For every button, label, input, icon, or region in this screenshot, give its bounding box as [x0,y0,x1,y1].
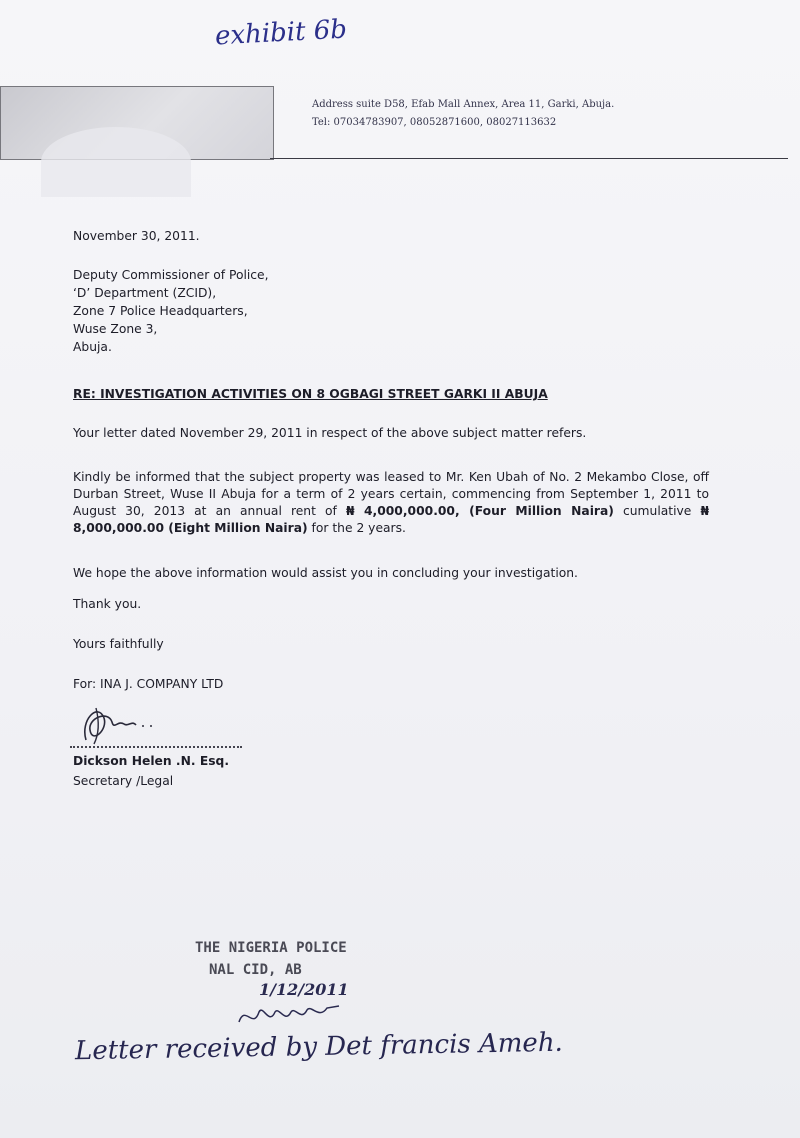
paragraph-reference: Your letter dated November 29, 2011 in respect of the above subject matter refers. [73,426,587,440]
lease-text-cumulative: cumulative [613,504,701,518]
logo-emblem [41,127,191,197]
paragraph-closing: We hope the above information would assist you in concluding your investigation. [73,566,578,580]
handwritten-receipt-note: Letter received by Det francis Ameh. [74,1027,564,1067]
thank-you: Thank you. [73,597,142,611]
annual-rent: ₦ 4,000,000.00, (Four Million Naira) [345,504,614,518]
yours-faithfully: Yours faithfully [73,637,164,651]
signatory-title: Secretary /Legal [73,774,174,788]
recipient-address [73,266,709,356]
lease-text-end: for the 2 years. [307,521,406,535]
recipient-line: ‘D’ Department (ZCID), [73,286,217,300]
letter-date: November 30, 2011. [73,229,200,243]
lease-text: Kindly be informed that the subject property was leased to Mr. Ken Ubah of No. 2 Mekambo Close, off Durban Street, Wuse II Abuja for a term of 2 years certain, commencing from September 1, 2011 to August 30, 2013 at an annual rent of [73,470,709,518]
stamp-date: 1/12/2011 [259,980,349,999]
recipient-line: Zone 7 Police Headquarters, [73,304,248,318]
subject-line: RE: INVESTIGATION ACTIVITIES ON 8 OGBAGI STREET GARKI II ABUJA [73,387,548,401]
police-stamp [195,930,405,1030]
letterhead [312,96,614,132]
stamp-line-2: NAL CID, AB [209,962,302,978]
signatory-name: Dickson Helen .N. Esq. [73,754,230,768]
recipient-line: Wuse Zone 3, [73,322,158,336]
company-name: For: INA J. COMPANY LTD [73,677,224,691]
recipient-line: Deputy Commissioner of Police, [73,268,269,282]
stamp-line-1: THE NIGERIA POLICE [195,940,347,956]
letterhead-address: Address suite D58, Efab Mall Annex, Area 11, Garki, Abuja. [312,99,615,110]
letterhead-divider [270,158,788,159]
paragraph-lease-details [73,469,709,537]
letterhead-phone: Tel: 07034783907, 08052871600, 08027113632 [312,117,557,128]
recipient-line: Abuja. [73,340,112,354]
signature-line [70,746,242,748]
stamp-signature [235,1000,345,1030]
exhibit-annotation: exhibit 6b [214,14,348,52]
signature-image [78,700,168,746]
company-logo [0,86,274,160]
total-rent: ₦ 8,000,000.00 (Eight Million Naira) [73,504,709,535]
